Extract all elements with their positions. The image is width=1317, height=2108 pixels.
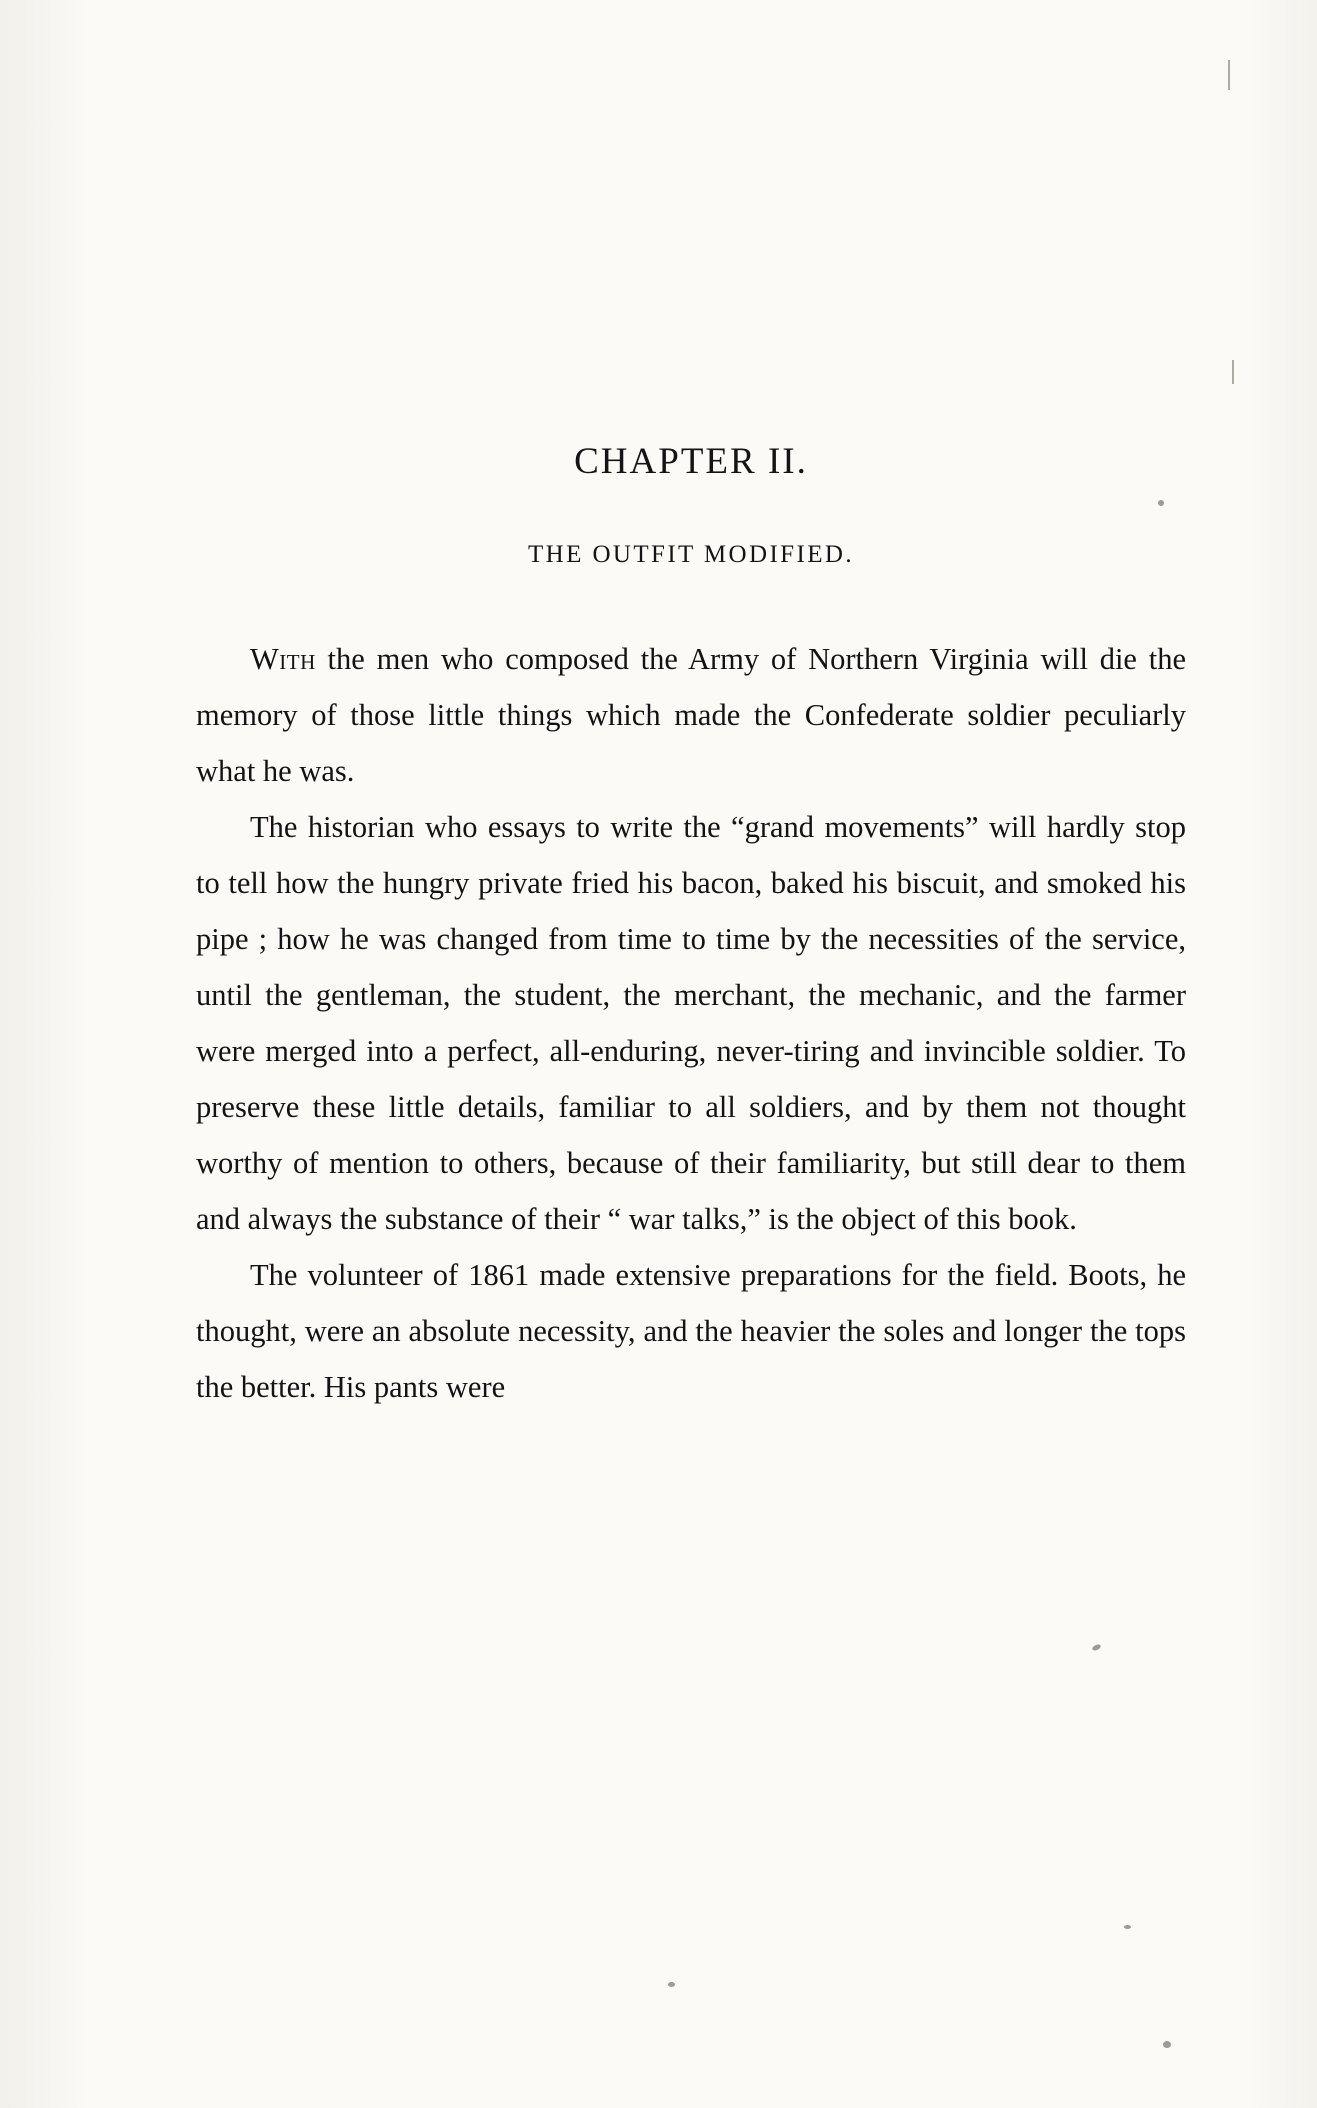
paragraph-1-lead-smallcaps: With: [250, 642, 316, 676]
paragraph-3-text: The volunteer of 1861 made extensive preparations for the field. Boots, he thought, were an absolute necessity, and the heavier the soles and longer the tops the better. His pants were: [196, 1258, 1186, 1404]
paragraph-2-text: The historian who essays to write the “grand movements” will hardly stop to tell how the hungry private fried his bacon, baked his biscuit, and smoked his pipe ; how he was changed from time to time by the necessities of the service, until the gentleman, the student, the merchant, the mechanic, and the farmer were merged into a perfect, all-enduring, never-tiring and invincible soldier. To preserve these little details, familiar to all soldiers, and by them not thought worthy of mention to others, because of their familiarity, but still dear to them and always the substance of their “ war talks,” is the object of this book.: [196, 810, 1186, 1236]
scan-mark-top-right: [1228, 60, 1230, 90]
scan-speck-bottom: [668, 1982, 675, 1987]
scan-speck-footer-right: [1163, 2041, 1171, 2048]
section-title: THE OUTFIT MODIFIED.: [528, 541, 854, 568]
paragraph-2: [196, 799, 1186, 1247]
paragraph-1: [196, 631, 1186, 799]
scan-speck-bottom-right: [1124, 1925, 1131, 1929]
page-text-block: [196, 440, 1186, 1415]
chapter-title: CHAPTER II.: [574, 441, 808, 482]
paragraph-3: [196, 1247, 1186, 1415]
scan-mark-mid-right: [1232, 360, 1234, 384]
paragraph-1-text: the men who composed the Army of Northern Virginia will die the memory of those little things which made the Confederate soldier peculiarly what he was.: [196, 642, 1186, 788]
